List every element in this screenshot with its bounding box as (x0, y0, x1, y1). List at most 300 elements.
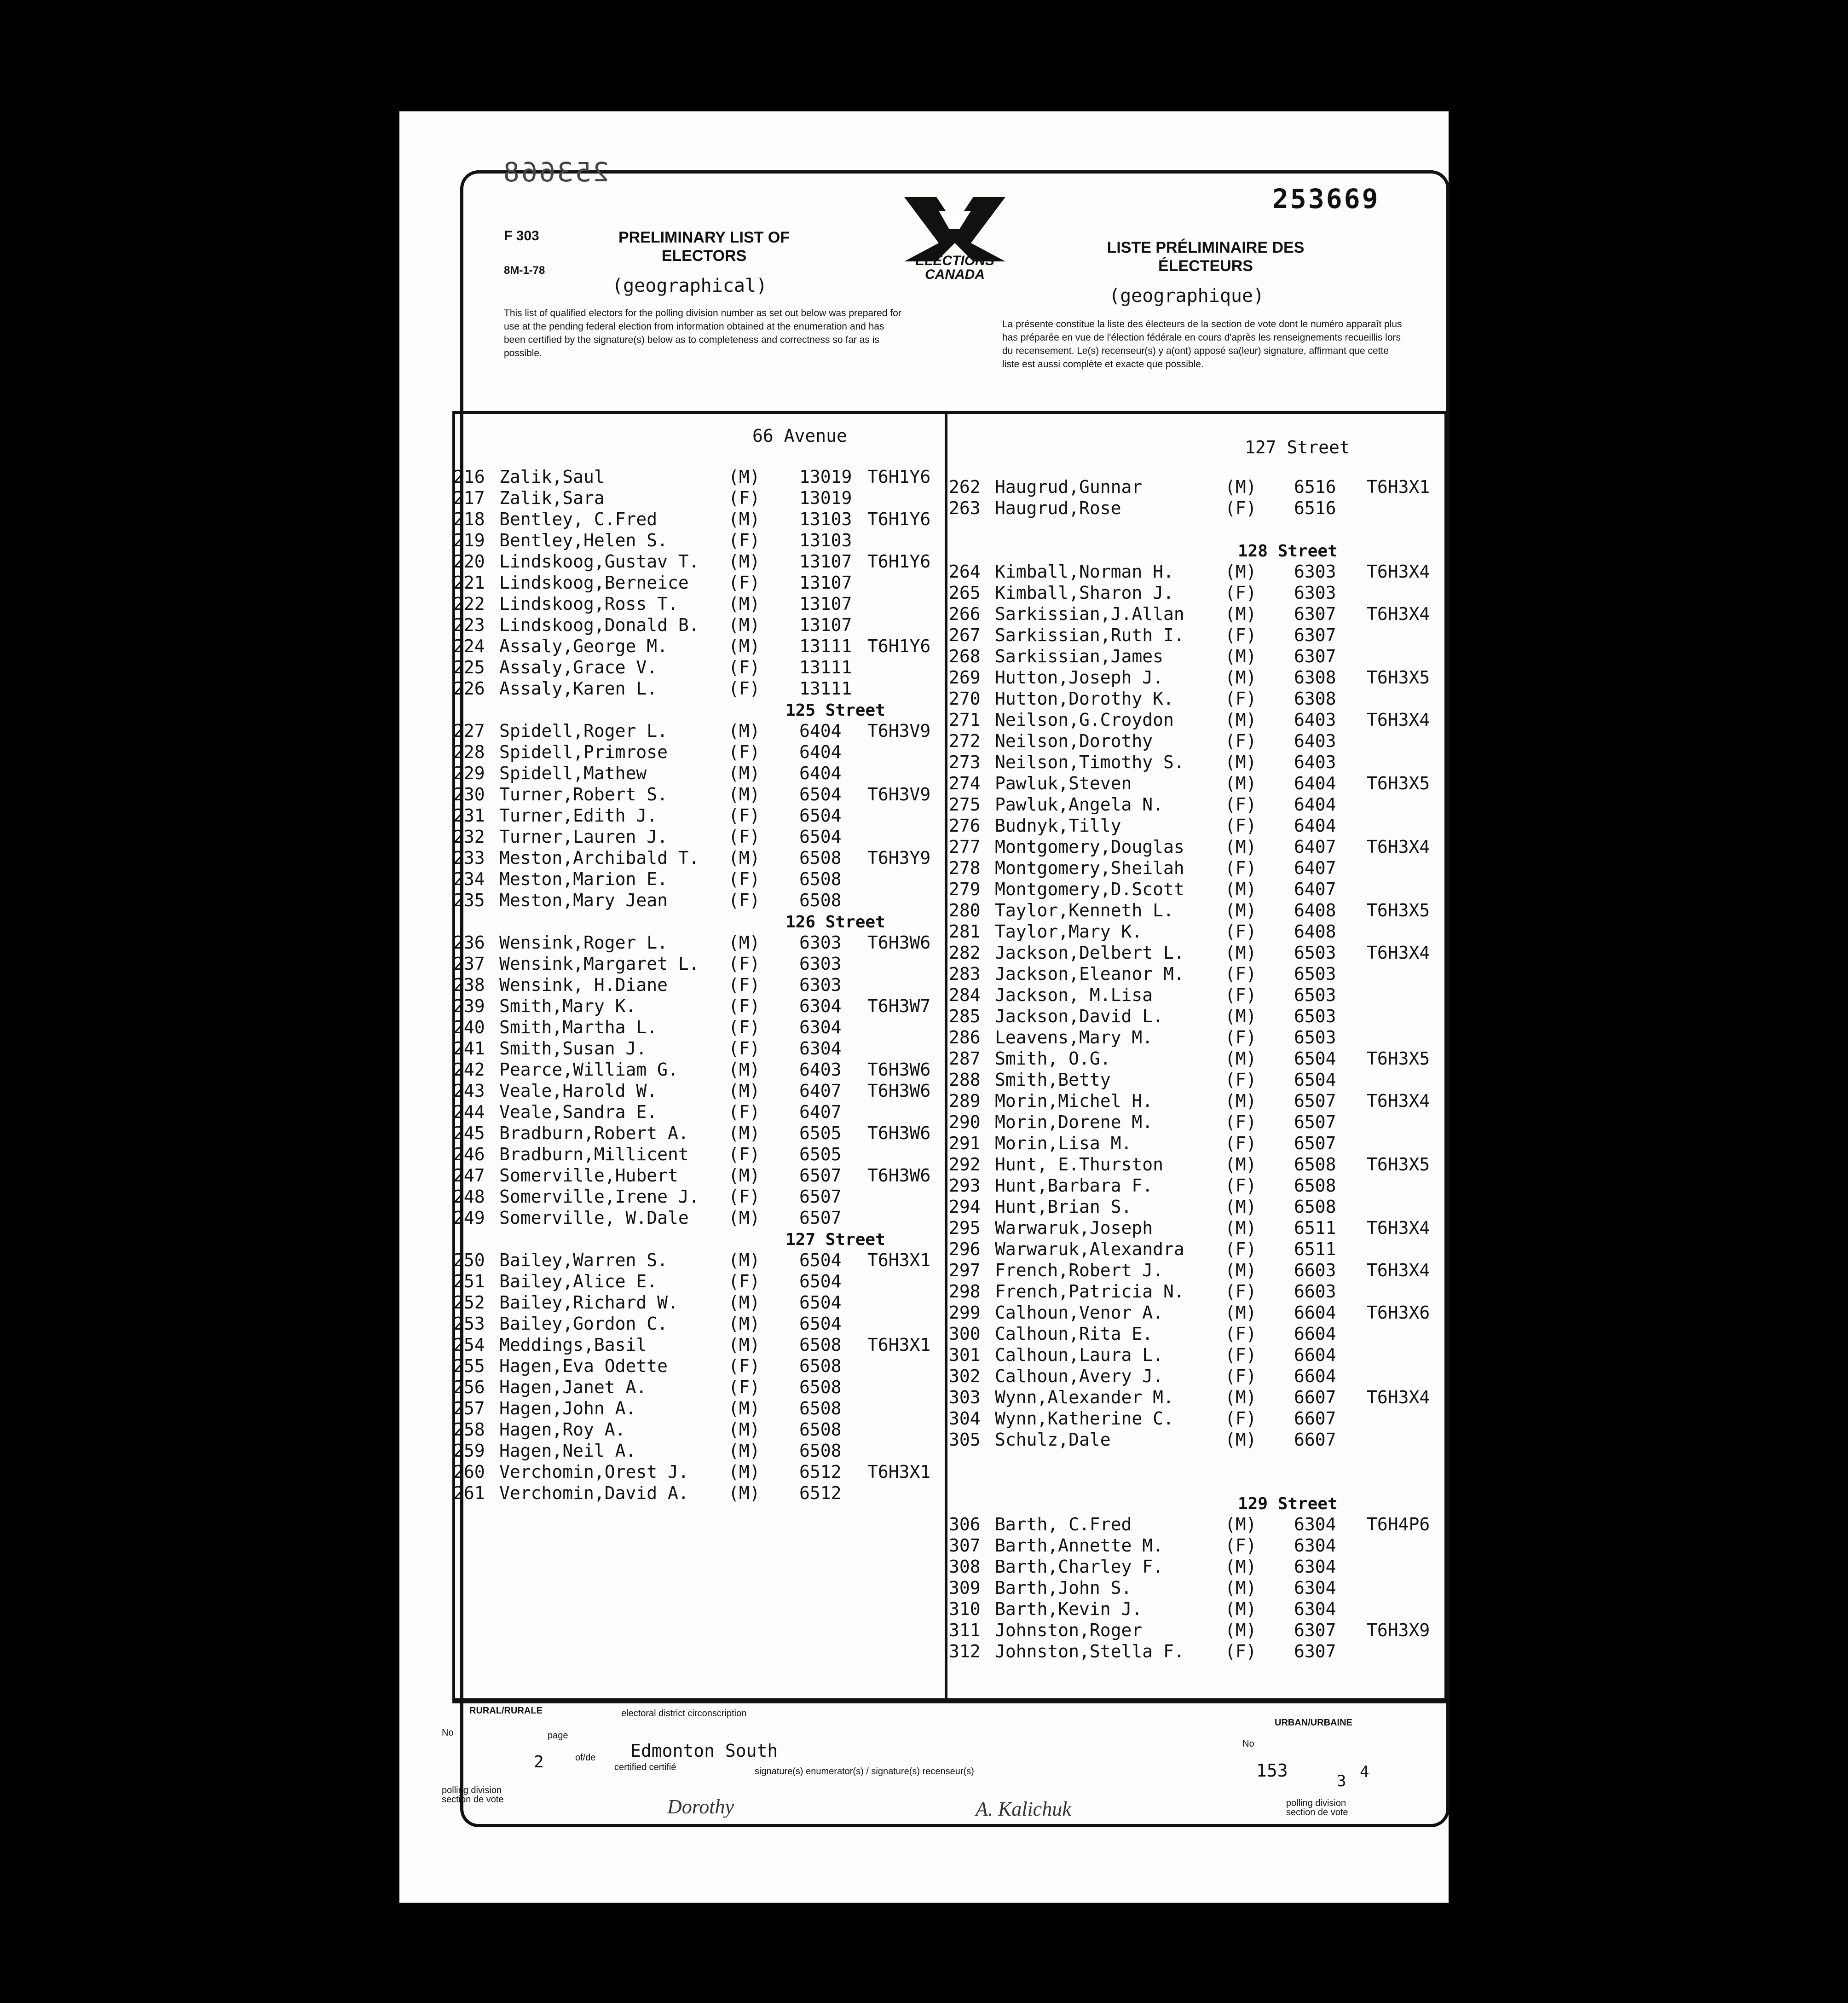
elector-address: 6604 (1294, 1324, 1336, 1344)
elector-address: 6507 (799, 1208, 842, 1228)
elector-name: Spidell,Mathew (499, 763, 647, 783)
elector-address: 6507 (799, 1165, 842, 1186)
elector-row (453, 466, 941, 487)
elector-row (949, 1598, 1445, 1620)
elector-row (453, 678, 941, 699)
elector-name: Wynn,Katherine C. (995, 1408, 1174, 1429)
elector-address: 6304 (799, 996, 842, 1016)
elector-row (949, 1366, 1445, 1387)
elector-number: 294 (949, 1197, 981, 1217)
elector-row (453, 996, 941, 1017)
elector-row (949, 984, 1445, 1006)
elector-sex: (F) (1225, 583, 1257, 603)
elector-row (949, 1302, 1445, 1323)
elector-row (453, 1250, 941, 1271)
street-heading: 128 Street (1238, 542, 1338, 561)
elector-name: Smith,Martha L. (499, 1017, 658, 1037)
elector-name: Sarkissian,James (995, 646, 1164, 666)
elector-number: 277 (949, 837, 981, 857)
elector-number: 250 (453, 1250, 485, 1270)
elector-name: Spidell,Roger L. (499, 721, 668, 741)
elector-name: Barth,Annette M. (995, 1535, 1164, 1556)
elector-address: 6304 (1294, 1599, 1336, 1619)
elector-address: 6503 (1294, 1027, 1336, 1048)
elector-address: 6308 (1294, 689, 1336, 709)
elector-row (453, 953, 941, 974)
elector-name: Kimball,Norman H. (995, 562, 1174, 582)
elector-name: Calhoun,Laura L. (995, 1345, 1164, 1365)
page-number: 2 (534, 1753, 544, 1771)
elector-number: 295 (949, 1218, 981, 1238)
elector-row (453, 614, 941, 636)
elector-number: 240 (453, 1017, 485, 1037)
elector-name: Wynn,Alexander M. (995, 1387, 1174, 1407)
elector-row (453, 805, 941, 826)
elector-address: 13107 (799, 573, 852, 593)
elector-name: Taylor,Mary K. (995, 921, 1143, 942)
elector-row (949, 1641, 1445, 1662)
elector-sex: (M) (1225, 879, 1257, 899)
elector-name: Meston,Marion E. (499, 869, 668, 889)
elector-sex: (M) (728, 1419, 760, 1440)
elector-sex: (M) (1225, 1197, 1257, 1217)
elector-row (453, 763, 941, 784)
elector-sex: (F) (728, 954, 760, 974)
elector-address: 6505 (799, 1144, 842, 1164)
elector-postal-code: T6H4P6 (1367, 1514, 1430, 1534)
elector-row (949, 582, 1445, 603)
elector-address: 6404 (1294, 794, 1336, 815)
elector-name: Pawluk,Angela N. (995, 794, 1164, 815)
elector-row (453, 1292, 941, 1313)
footer-divider (452, 1701, 1447, 1703)
elector-address: 6504 (799, 805, 842, 826)
elector-row (453, 509, 941, 530)
elector-address: 6512 (799, 1462, 842, 1482)
urban-no-label: No (1242, 1739, 1254, 1749)
elector-name: Wensink,Roger L. (499, 932, 668, 953)
elector-row (949, 1387, 1445, 1408)
elector-name: Jackson, M.Lisa (995, 985, 1153, 1005)
elector-name: Calhoun,Venor A. (995, 1303, 1164, 1323)
elector-sex: (F) (1225, 1175, 1257, 1196)
elector-address: 6407 (1294, 879, 1336, 899)
elector-sex: (M) (728, 1398, 760, 1418)
elector-address: 6504 (799, 1314, 842, 1334)
elector-name: Taylor,Kenneth L. (995, 900, 1174, 920)
elector-sex: (M) (1225, 562, 1257, 582)
elector-address: 13103 (799, 530, 852, 550)
elector-address: 6508 (799, 1441, 842, 1461)
elector-address: 6404 (799, 763, 842, 783)
elector-postal-code: T6H3X4 (1367, 1260, 1430, 1280)
elector-address: 6303 (1294, 583, 1336, 603)
street-heading: 125 Street (785, 701, 885, 720)
elector-number: 254 (453, 1335, 485, 1355)
elector-sex: (M) (1225, 752, 1257, 772)
subtitle-english: (geographical) (612, 275, 768, 296)
elector-sex: (F) (728, 996, 760, 1016)
elector-name: Calhoun,Avery J. (995, 1366, 1164, 1386)
elector-postal-code: T6H3W6 (867, 1081, 931, 1101)
elector-sex: (F) (1225, 985, 1257, 1005)
polling-division-number: 153 (1256, 1760, 1288, 1781)
elector-row (453, 1101, 941, 1123)
elector-number: 224 (453, 636, 485, 656)
elector-row (949, 646, 1445, 667)
elector-postal-code: T6H3V9 (867, 784, 931, 805)
elector-sex: (M) (1225, 1599, 1257, 1619)
elector-address: 6508 (1294, 1154, 1336, 1175)
elector-row (453, 1038, 941, 1059)
elector-number: 252 (453, 1292, 485, 1313)
elector-row (949, 900, 1445, 921)
elector-address: 6308 (1294, 667, 1336, 688)
elector-name: Hagen,John A. (499, 1398, 636, 1418)
elector-address: 6607 (1294, 1387, 1336, 1407)
elector-name: Somerville,Hubert (499, 1165, 678, 1186)
elector-name: Barth,John S. (995, 1578, 1132, 1598)
elector-number: 227 (453, 721, 485, 741)
elector-postal-code: T6H3X4 (1367, 1091, 1430, 1111)
elector-sex: (F) (728, 869, 760, 889)
elector-address: 6603 (1294, 1260, 1336, 1280)
elector-row (453, 890, 941, 911)
elector-address: 6304 (1294, 1535, 1336, 1556)
elector-number: 218 (453, 509, 485, 529)
elector-row (453, 741, 941, 763)
elector-row (453, 1207, 941, 1228)
elector-sex: (M) (728, 1123, 760, 1143)
elector-sex: (F) (728, 1187, 760, 1207)
elector-row (453, 1398, 941, 1419)
elector-postal-code: T6H3X4 (1367, 604, 1430, 624)
elector-row (453, 868, 941, 890)
elector-address: 6403 (1294, 710, 1336, 730)
polling-division-label-left: polling division section de vote (442, 1785, 504, 1805)
elector-sex: (M) (1225, 1154, 1257, 1175)
elector-name: Bentley,Helen S. (499, 530, 668, 550)
elector-row (453, 1017, 941, 1038)
mirrored-document-number: 253668 (502, 156, 609, 188)
elector-number: 267 (949, 625, 981, 645)
elector-number: 253 (453, 1314, 485, 1334)
elector-name: Jackson,David L. (995, 1006, 1164, 1026)
elector-row (949, 1239, 1445, 1260)
district-label: electoral district circonscription (621, 1708, 747, 1719)
elector-sex: (M) (728, 1208, 760, 1228)
elector-address: 6503 (1294, 943, 1336, 963)
elector-number: 228 (453, 742, 485, 762)
elector-sex: (M) (728, 1441, 760, 1461)
elector-name: Barth,Charley F. (995, 1557, 1164, 1577)
elector-address: 6404 (1294, 816, 1336, 836)
document-number: 253669 (1272, 183, 1380, 214)
elector-name: Zalik,Sara (499, 488, 605, 508)
elector-postal-code: T6H3X5 (1367, 900, 1430, 920)
elector-name: Schulz,Dale (995, 1430, 1111, 1450)
elector-number: 261 (453, 1483, 485, 1503)
elector-address: 6303 (799, 954, 842, 974)
elector-sex: (F) (1225, 794, 1257, 815)
elector-number: 299 (949, 1303, 981, 1323)
elector-sex: (M) (1225, 477, 1257, 497)
elector-number: 243 (453, 1081, 485, 1101)
elector-sex: (F) (728, 1038, 760, 1059)
elector-number: 237 (453, 954, 485, 974)
street-heading: 126 Street (785, 913, 885, 932)
elector-number: 271 (949, 710, 981, 730)
elector-number: 244 (453, 1102, 485, 1122)
elector-sex: (M) (1225, 1048, 1257, 1069)
elector-row (949, 1620, 1445, 1641)
elector-number: 286 (949, 1027, 981, 1048)
elector-name: Montgomery,Douglas (995, 837, 1184, 857)
elector-row (453, 847, 941, 868)
elector-sex: (F) (1225, 816, 1257, 836)
elector-name: Morin,Dorene M. (995, 1112, 1153, 1132)
elector-number: 290 (949, 1112, 981, 1132)
elector-number: 291 (949, 1133, 981, 1153)
elector-address: 6307 (1294, 646, 1336, 666)
elector-sex: (M) (1225, 1218, 1257, 1238)
page-of-label: of/de (575, 1753, 596, 1763)
elector-name: Barth,Kevin J. (995, 1599, 1143, 1619)
elector-number: 216 (453, 467, 485, 487)
urban-page-number: 3 (1337, 1772, 1346, 1790)
elector-address: 6508 (799, 869, 842, 889)
elector-number: 310 (949, 1599, 981, 1619)
elector-row (453, 1313, 941, 1334)
elector-row (949, 1323, 1445, 1344)
elector-name: Hunt,Brian S. (995, 1197, 1132, 1217)
elector-number: 289 (949, 1091, 981, 1111)
elector-sex: (F) (1225, 921, 1257, 942)
elector-number: 312 (949, 1641, 981, 1661)
elector-address: 6504 (799, 1250, 842, 1270)
elector-sex: (M) (728, 784, 760, 805)
elector-row (949, 1196, 1445, 1217)
left-column-heading: 66 Avenue (752, 426, 847, 446)
elector-number: 230 (453, 784, 485, 805)
elector-address: 6407 (1294, 858, 1336, 878)
elector-name: Bailey,Warren S. (499, 1250, 668, 1270)
elector-row (453, 1059, 941, 1080)
elector-name: Veale,Harold W. (499, 1081, 658, 1101)
elector-number: 309 (949, 1578, 981, 1598)
elector-row (949, 752, 1445, 773)
elector-row (949, 1175, 1445, 1196)
elector-address: 6307 (1294, 604, 1336, 624)
elector-row (453, 1482, 941, 1504)
elector-sex: (M) (1225, 943, 1257, 963)
elector-number: 276 (949, 816, 981, 836)
elector-number: 301 (949, 1345, 981, 1365)
title-english: PRELIMINARY LIST OF ELECTORS (618, 229, 790, 265)
elector-row (949, 561, 1445, 582)
column-divider (945, 411, 947, 1701)
elector-number: 304 (949, 1408, 981, 1429)
elector-address: 6304 (1294, 1578, 1336, 1598)
elector-address: 6604 (1294, 1366, 1336, 1386)
elector-name: Hagen,Neil A. (499, 1441, 636, 1461)
elector-address: 6508 (799, 1356, 842, 1376)
elector-row (453, 1355, 941, 1377)
elector-number: 221 (453, 573, 485, 593)
elector-name: Smith,Betty (995, 1070, 1111, 1090)
elector-sex: (F) (1225, 1133, 1257, 1153)
elector-number: 297 (949, 1260, 981, 1280)
elector-postal-code: T6H3X1 (867, 1250, 931, 1270)
elector-address: 6504 (799, 1292, 842, 1313)
elector-row (949, 625, 1445, 646)
elector-sex: (M) (1225, 900, 1257, 920)
elector-postal-code: T6H3X1 (867, 1462, 931, 1482)
elector-address: 6404 (799, 721, 842, 741)
elector-postal-code: T6H3X5 (1367, 667, 1430, 688)
elector-address: 6508 (1294, 1197, 1336, 1217)
subtitle-french: (geographique) (1109, 285, 1265, 307)
elector-row (453, 1080, 941, 1101)
elector-sex: (F) (1225, 858, 1257, 878)
elector-postal-code: T6H3X4 (1367, 1218, 1430, 1238)
elector-sex: (M) (728, 1165, 760, 1186)
elector-postal-code: T6H3X1 (1367, 477, 1430, 497)
elector-number: 279 (949, 879, 981, 899)
elector-name: Calhoun,Rita E. (995, 1324, 1153, 1344)
signature-label: signature(s) enumerator(s) / signature(s) recenseur(s) (755, 1766, 974, 1777)
elector-row (949, 667, 1445, 688)
elector-number: 305 (949, 1430, 981, 1450)
elector-name: Sarkissian,J.Allan (995, 604, 1184, 624)
elector-row (949, 603, 1445, 625)
elector-number: 308 (949, 1557, 981, 1577)
elector-row (949, 1133, 1445, 1154)
elector-postal-code: T6H3Y9 (867, 848, 931, 868)
elector-name: Meston,Mary Jean (499, 890, 668, 910)
elector-row (453, 974, 941, 996)
elector-number: 260 (453, 1462, 485, 1482)
elector-row (949, 879, 1445, 900)
elector-address: 6508 (799, 1398, 842, 1418)
elector-name: Smith,Mary K. (499, 996, 636, 1016)
elector-sex: (F) (728, 530, 760, 550)
elector-name: Wensink, H.Diane (499, 975, 668, 995)
elector-address: 6407 (799, 1081, 842, 1101)
elector-name: Bailey,Richard W. (499, 1292, 678, 1313)
elector-postal-code: T6H3X5 (1367, 1154, 1430, 1175)
elector-sex: (F) (1225, 1281, 1257, 1302)
elector-name: Assaly,Karen L. (499, 678, 658, 699)
elector-name: Neilson,Dorothy (995, 731, 1153, 751)
elector-sex: (M) (1225, 1091, 1257, 1111)
elector-name: Spidell,Primrose (499, 742, 668, 762)
elector-number: 281 (949, 921, 981, 942)
elector-address: 13111 (799, 636, 852, 656)
elector-address: 6511 (1294, 1218, 1336, 1238)
elector-address: 6512 (799, 1483, 842, 1503)
elector-postal-code: T6H3X6 (1367, 1303, 1430, 1323)
elector-name: Johnston,Stella F. (995, 1641, 1184, 1661)
elector-row (453, 1334, 941, 1355)
elector-sex: (F) (1225, 1408, 1257, 1429)
elector-number: 298 (949, 1281, 981, 1302)
elector-row (453, 1123, 941, 1144)
elector-sex: (F) (1225, 1070, 1257, 1090)
elector-sex: (F) (728, 1271, 760, 1291)
elector-name: Neilson,Timothy S. (995, 752, 1184, 772)
elector-number: 247 (453, 1165, 485, 1186)
elector-row (949, 730, 1445, 752)
elector-address: 6504 (1294, 1070, 1336, 1090)
elector-sex: (M) (728, 467, 760, 487)
elector-row (949, 773, 1445, 794)
elector-sex: (F) (1225, 1112, 1257, 1132)
elector-number: 278 (949, 858, 981, 878)
elector-address: 6508 (799, 890, 842, 910)
elector-row (453, 657, 941, 678)
elector-address: 6507 (799, 1187, 842, 1207)
elector-name: Morin,Michel H. (995, 1091, 1153, 1111)
electoral-district: Edmonton South (630, 1741, 778, 1761)
elector-number: 249 (453, 1208, 485, 1228)
enumerator-signature-2: A. Kalichuk (976, 1798, 1071, 1820)
elector-sex: (M) (728, 1081, 760, 1101)
polling-division-label-right: polling division section de vote (1286, 1798, 1348, 1818)
elector-address: 6403 (1294, 752, 1336, 772)
elector-name: Smith,Susan J. (499, 1038, 647, 1059)
elector-sex: (F) (1225, 1027, 1257, 1048)
elector-address: 6304 (1294, 1514, 1336, 1534)
elector-address: 6303 (799, 932, 842, 953)
elector-row (949, 1577, 1445, 1598)
elector-sex: (F) (728, 573, 760, 593)
elector-sex: (M) (1225, 646, 1257, 666)
elector-number: 311 (949, 1620, 981, 1640)
elector-name: Turner,Lauren J. (499, 827, 668, 847)
elector-sex: (M) (1225, 1620, 1257, 1640)
elector-number: 288 (949, 1070, 981, 1090)
form-code: F 303 (504, 228, 539, 243)
elector-row (453, 1461, 941, 1482)
page-label: page (548, 1731, 568, 1741)
elector-address: 6504 (1294, 1048, 1336, 1069)
elector-postal-code: T6H3X4 (1367, 1387, 1430, 1407)
elector-sex: (F) (728, 1377, 760, 1397)
elector-row (949, 1090, 1445, 1111)
elector-number: 232 (453, 827, 485, 847)
elector-name: Morin,Lisa M. (995, 1133, 1132, 1153)
elector-number: 220 (453, 551, 485, 572)
elector-sex: (M) (1225, 604, 1257, 624)
elector-name: Verchomin,Orest J. (499, 1462, 689, 1482)
elector-address: 6403 (1294, 731, 1336, 751)
elector-row (453, 1165, 941, 1186)
elector-row (949, 1111, 1445, 1133)
elector-row (949, 1281, 1445, 1302)
elector-row (949, 1514, 1445, 1535)
elector-sex: (F) (1225, 1535, 1257, 1556)
elector-sex: (F) (1225, 1366, 1257, 1386)
elector-name: Meddings,Basil (499, 1335, 647, 1355)
rural-no-label: No (442, 1728, 454, 1738)
elector-name: Wensink,Margaret L. (499, 954, 699, 974)
elector-address: 13111 (799, 678, 852, 699)
elector-postal-code: T6H3X4 (1367, 943, 1430, 963)
elector-sex: (F) (1225, 1345, 1257, 1365)
elector-number: 270 (949, 689, 981, 709)
elector-name: Hagen,Janet A. (499, 1377, 647, 1397)
